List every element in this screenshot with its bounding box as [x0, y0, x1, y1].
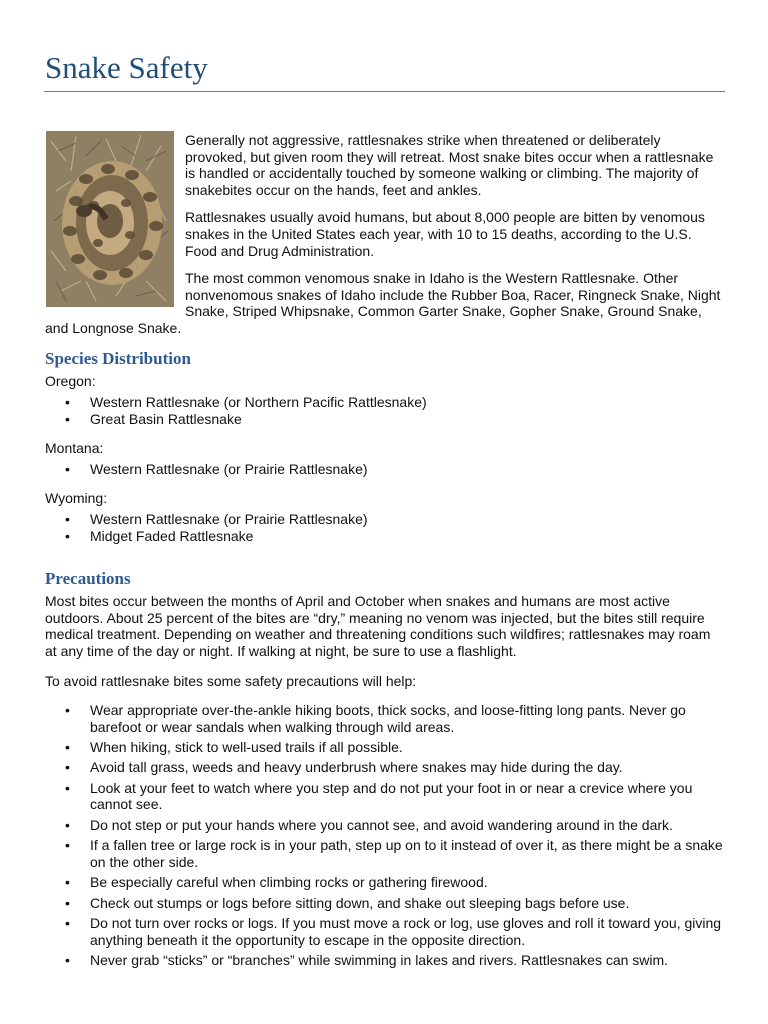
region-label-wyoming: Wyoming:	[45, 490, 108, 506]
list-item: • Look at your feet to watch where you step and do not put your foot in or near a crevice where you cannot see.	[45, 780, 725, 813]
list-item: • Western Rattlesnake (or Prairie Rattlesnake)	[45, 461, 725, 478]
photo-spacer	[45, 132, 185, 307]
list-item: • Midget Faded Rattlesnake	[45, 528, 725, 545]
intro-paragraph: Generally not aggressive, rattlesnakes strike when threatened or deliberately provoked, but given room they will retreat. Most snake bites occur when a rattlesnake is handled or accidentally touched by someone walking or climbing. The majority of snakebites occur on the hands, feet and ankles.	[185, 132, 714, 198]
oregon-species-list	[45, 394, 725, 427]
intro-paragraph: Rattlesnakes usually avoid humans, but about 8,000 people are bitten by venomous snakes in the United States each year, with 10 to 15 deaths, according to the U.S. Food and Drug Administration.	[185, 209, 705, 259]
montana-species-list	[45, 461, 725, 478]
region-label-montana: Montana:	[45, 440, 104, 456]
page-title: Snake Safety	[45, 50, 208, 85]
precautions-intro: Most bites occur between the months of April and October when snakes and humans are most active outdoors. About 25 percent of the bites are “dry,” meaning no venom was injected, but the bites still require medical treatment. Depending on weather and threatening conditions such wildfires; rattlesnakes may roam at any time of the day or night. If walking at night, be sure to use a flashlight.	[45, 593, 711, 659]
list-item: • Western Rattlesnake (or Prairie Rattlesnake)	[45, 511, 725, 528]
species-distribution-heading: Species Distribution	[45, 349, 191, 368]
list-item: • Do not step or put your hands where you cannot see, and avoid wandering around in the dark.	[45, 817, 725, 834]
list-item: • Avoid tall grass, weeds and heavy underbrush where snakes may hide during the day.	[45, 759, 725, 776]
list-item: • Great Basin Rattlesnake	[45, 411, 725, 428]
region-label-oregon: Oregon:	[45, 373, 96, 389]
wyoming-species-list	[45, 511, 725, 544]
title-divider	[44, 91, 725, 92]
list-item: • Check out stumps or logs before sitting down, and shake out sleeping bags before use.	[45, 895, 725, 912]
list-item: • Be especially careful when climbing rocks or gathering firewood.	[45, 874, 725, 891]
list-item: • Never grab “sticks” or “branches” while swimming in lakes and rivers. Rattlesnakes can swim.	[45, 952, 725, 969]
list-item: • Western Rattlesnake (or Northern Pacific Rattlesnake)	[45, 394, 725, 411]
precautions-list	[45, 702, 725, 972]
list-item: • If a fallen tree or large rock is in your path, step up on to it instead of over it, as there might be a snake on the other side.	[45, 837, 725, 870]
list-item: • When hiking, stick to well-used trails if all possible.	[45, 739, 725, 756]
precautions-lead: To avoid rattlesnake bites some safety precautions will help:	[45, 673, 417, 689]
list-item: • Wear appropriate over-the-ankle hiking boots, thick socks, and loose-fitting long pants. Never go barefoot or wear sandals when walking through wild areas.	[45, 702, 725, 735]
list-item: • Do not turn over rocks or logs. If you must move a rock or log, use gloves and roll it toward you, giving anything beneath it the opportunity to escape in the opposite direction.	[45, 915, 725, 948]
precautions-heading: Precautions	[45, 569, 131, 588]
intro-paragraph: The most common venomous snake in Idaho is the Western Rattlesnake. Other nonvenomous snakes of Idaho include the Rubber Boa, Racer, Ringneck Snake, Night Snake, Striped Whipsnake, Common Garter Snake, Gopher Snake, Ground Snake, and Longnose Snake.	[45, 270, 721, 336]
intro-text	[45, 132, 725, 348]
